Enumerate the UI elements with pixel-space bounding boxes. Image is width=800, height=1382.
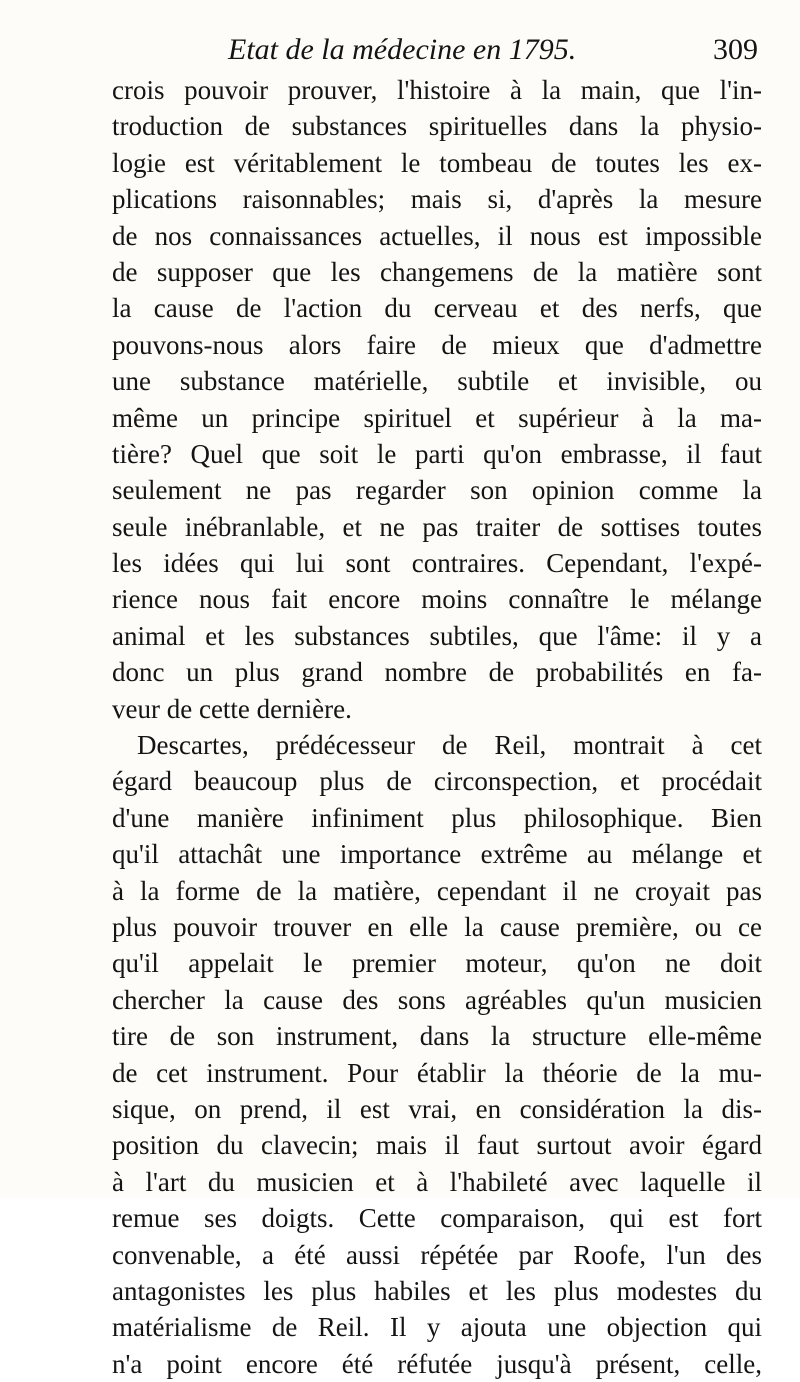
- text-line: rience nous fait encore moins connaître le mélange: [112, 584, 762, 615]
- text-line: antagonistes les plus habiles et les plus modestes du: [112, 1275, 762, 1306]
- text-line: pouvons-nous alors faire de mieux que d'admettre: [112, 329, 762, 360]
- text-line: tière? Quel que soit le parti qu'on embrasse, il faut: [112, 438, 762, 469]
- text-line: de nos connaissances actuelles, il nous est impossible: [112, 220, 762, 251]
- text-line: position du clavecin; mais il faut surtout avoir égard: [112, 1130, 762, 1161]
- text-line: la cause de l'action du cerveau et des nerfs, que: [112, 293, 762, 324]
- text-line: logie est véritablement le tombeau de toutes les ex-: [112, 147, 762, 178]
- text-line: d'une manière infiniment plus philosophique. Bien: [112, 802, 762, 833]
- text-line: sique, on prend, il est vrai, en considération la dis-: [112, 1093, 762, 1124]
- text-line: seule inébranlable, et ne pas traiter de sottises toutes: [112, 511, 762, 542]
- text-line: seulement ne pas regarder son opinion comme la: [112, 475, 762, 506]
- text-line: les idées qui lui sont contraires. Cependant, l'expé-: [112, 548, 762, 579]
- running-head: Etat de la médecine en 1795.: [228, 33, 577, 66]
- text-line: matérialisme de Reil. Il y ajouta une objection qui: [112, 1312, 762, 1343]
- text-line: chercher la cause des sons agréables qu'un musicien: [112, 984, 762, 1015]
- page-number: 309: [713, 33, 758, 66]
- page-header: [228, 30, 758, 70]
- text-line: tire de son instrument, dans la structure elle-même: [112, 1021, 762, 1052]
- text-line: plications raisonnables; mais si, d'après la mesure: [112, 184, 762, 215]
- text-line: à la forme de la matière, cependant il ne croyait pas: [112, 875, 762, 906]
- text-line: animal et les substances subtiles, que l'âme: il y a: [112, 620, 762, 651]
- text-line: une substance matérielle, subtile et invisible, ou: [112, 366, 762, 397]
- text-line: plus pouvoir trouver en elle la cause première, ou ce: [112, 911, 762, 942]
- text-line: n'a point encore été réfutée jusqu'à présent, celle,: [112, 1348, 762, 1379]
- text-line: qu'il appelait le premier moteur, qu'on ne doit: [112, 948, 762, 979]
- body-text: [112, 72, 762, 1382]
- paragraph-start-line: Descartes, prédécesseur de Reil, montrait à cet: [137, 730, 762, 761]
- text-line: donc un plus grand nombre de probabilités en fa-: [112, 657, 762, 688]
- text-line: même un principe spirituel et supérieur à la ma-: [112, 402, 762, 433]
- text-line: crois pouvoir prouver, l'histoire à la main, que l'in-: [112, 75, 762, 105]
- text-line: remue ses doigts. Cette comparaison, qui est fort: [112, 1203, 762, 1234]
- text-line: qu'il attachât une importance extrême au mélange et: [112, 839, 762, 870]
- text-line: égard beaucoup plus de circonspection, et procédait: [112, 766, 762, 797]
- text-line: de supposer que les changemens de la matière sont: [112, 256, 762, 287]
- text-line: de cet instrument. Pour établir la théorie de la mu-: [112, 1057, 762, 1088]
- paragraph-end-line: veur de cette dernière.: [112, 693, 352, 724]
- text-line: convenable, a été aussi répétée par Roofe, l'un des: [112, 1239, 762, 1270]
- text-line: à l'art du musicien et à l'habileté avec laquelle il: [112, 1166, 762, 1197]
- text-line: troduction de substances spirituelles dans la physio-: [112, 111, 762, 142]
